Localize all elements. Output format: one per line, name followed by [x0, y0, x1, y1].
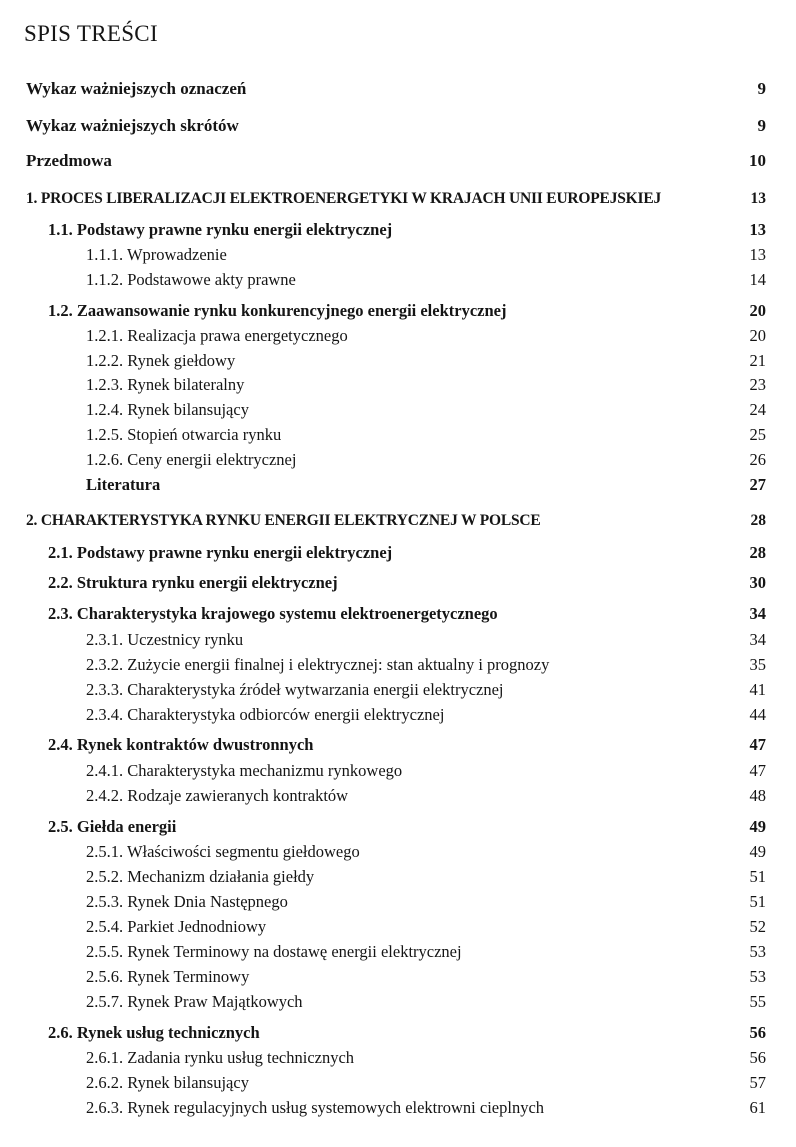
entry-title: 1.2. Zaawansowanie rynku konkurencyjnego energii elektrycznej	[48, 301, 507, 320]
subsection-entry	[0, 679, 796, 701]
subsection-entry	[0, 424, 796, 446]
page-number: 27	[749, 475, 766, 494]
page-number: 56	[749, 1048, 766, 1067]
section-entry	[0, 603, 796, 625]
entry-title: 1. PROCES LIBERALIZACJI ELEKTROENERGETYKI W KRAJACH UNII EUROPEJSKIEJ	[26, 190, 662, 207]
page-number: 53	[749, 967, 766, 986]
page-number: 13	[750, 190, 766, 207]
entry-title: 2.3. Charakterystyka krajowego systemu elektroenergetycznego	[48, 604, 498, 623]
entry-title: 1.2.3. Rynek bilateralny	[86, 375, 245, 394]
chapter-entry	[0, 188, 796, 210]
page-number: 25	[749, 425, 766, 444]
subsection-entry	[0, 449, 796, 471]
page-number: 9	[757, 116, 766, 135]
section-entry	[0, 816, 796, 838]
page-number: 20	[749, 301, 766, 320]
front-matter-entry	[0, 115, 796, 137]
entry-title: 2.5.5. Rynek Terminowy na dostawę energii elektrycznej	[86, 942, 462, 961]
entry-title: 2.3.4. Charakterystyka odbiorców energii elektrycznej	[86, 705, 445, 724]
page-number: 20	[749, 326, 766, 345]
entry-title: 1.2.5. Stopień otwarcia rynku	[86, 425, 282, 444]
entry-title: 2.5.4. Parkiet Jednodniowy	[86, 917, 267, 936]
entry-title: 1.1.2. Podstawowe akty prawne	[86, 270, 296, 289]
section-entry	[0, 219, 796, 241]
entry-title: 2.5.6. Rynek Terminowy	[86, 967, 250, 986]
page-number: 57	[749, 1073, 766, 1092]
subsection-entry	[0, 991, 796, 1013]
page-number: 24	[749, 400, 766, 419]
entry-title: Wykaz ważniejszych oznaczeń	[26, 79, 247, 98]
entry-title: 1.2.6. Ceny energii elektrycznej	[86, 450, 297, 469]
page-number: 13	[749, 245, 766, 264]
entry-title: 2.5.3. Rynek Dnia Następnego	[86, 892, 288, 911]
subsection-entry	[0, 325, 796, 347]
section-entry	[0, 300, 796, 322]
entry-title: 2.6.3. Rynek regulacyjnych usług systemowych elektrowni cieplnych	[86, 1098, 545, 1117]
page-number: 47	[749, 735, 766, 754]
subsection-entry	[0, 966, 796, 988]
page-number: 61	[749, 1098, 766, 1117]
entry-title: 1.1.1. Wprowadzenie	[86, 245, 227, 264]
chapter-entry	[0, 510, 796, 532]
subsection-entry	[0, 399, 796, 421]
page-number: 53	[749, 942, 766, 961]
page-number: 34	[749, 604, 766, 623]
entry-title: 2.4.2. Rodzaje zawieranych kontraktów	[86, 786, 349, 805]
subsection-entry	[0, 760, 796, 782]
entry-title: 1.1. Podstawy prawne rynku energii elektrycznej	[48, 220, 393, 239]
front-matter-entry	[0, 78, 796, 100]
entry-title: 2.6.1. Zadania rynku usług technicznych	[86, 1048, 355, 1067]
subsection-entry	[0, 374, 796, 396]
page-number: 51	[749, 867, 766, 886]
subsection-entry	[0, 629, 796, 651]
entry-title: 2.4.1. Charakterystyka mechanizmu rynkowego	[86, 761, 403, 780]
page-number: 56	[749, 1023, 766, 1042]
page-number: 41	[749, 680, 766, 699]
page-number: 51	[749, 892, 766, 911]
page-number: 28	[750, 512, 766, 529]
section-entry	[0, 1022, 796, 1044]
entry-title: 2.1. Podstawy prawne rynku energii elektrycznej	[48, 543, 393, 562]
entry-title: 2.3.1. Uczestnicy rynku	[86, 630, 244, 649]
page-number: 47	[749, 761, 766, 780]
section-entry	[0, 572, 796, 594]
entry-title: Wykaz ważniejszych skrótów	[26, 116, 239, 135]
entry-title: 2.3.2. Zużycie energii finalnej i elektrycznej: stan aktualny i prognozy	[86, 655, 550, 674]
subsection-entry	[0, 1072, 796, 1094]
subsection-entry	[0, 269, 796, 291]
page-number: 49	[749, 842, 766, 861]
entry-title: 1.2.1. Realizacja prawa energetycznego	[86, 326, 348, 345]
entry-title: Przedmowa	[26, 151, 112, 170]
subsection-entry	[0, 654, 796, 676]
entry-title: 2.5.2. Mechanizm działania giełdy	[86, 867, 315, 886]
entry-title: 2.5.7. Rynek Praw Majątkowych	[86, 992, 303, 1011]
entry-title: 2.5.1. Właściwości segmentu giełdowego	[86, 842, 360, 861]
subsection-entry	[0, 916, 796, 938]
entry-title: 2. CHARAKTERYSTYKA RYNKU ENERGII ELEKTRYCZNEJ W POLSCE	[26, 512, 541, 529]
page-number: 26	[749, 450, 766, 469]
entry-title: 2.2. Struktura rynku energii elektrycznej	[48, 573, 338, 592]
entry-title: 2.5. Giełda energii	[48, 817, 177, 836]
page-number: 30	[749, 573, 766, 592]
subsection-entry	[0, 1047, 796, 1069]
page-number: 14	[749, 270, 766, 289]
references-entry	[0, 474, 796, 496]
subsection-entry	[0, 941, 796, 963]
entry-title: 2.3.3. Charakterystyka źródeł wytwarzania energii elektrycznej	[86, 680, 504, 699]
front-matter-entry	[0, 150, 796, 172]
page-number: 35	[749, 655, 766, 674]
page-title: SPIS TREŚCI	[24, 21, 158, 46]
section-entry	[0, 734, 796, 756]
entry-title: 2.6. Rynek usług technicznych	[48, 1023, 260, 1042]
section-entry	[0, 542, 796, 564]
entry-title: Literatura	[86, 475, 161, 494]
subsection-entry	[0, 350, 796, 372]
page-number: 49	[749, 817, 766, 836]
subsection-entry	[0, 1097, 796, 1119]
page-number: 21	[749, 351, 766, 370]
entry-title: 1.2.2. Rynek giełdowy	[86, 351, 236, 370]
subsection-entry	[0, 866, 796, 888]
entry-title: 2.4. Rynek kontraktów dwustronnych	[48, 735, 314, 754]
subsection-entry	[0, 244, 796, 266]
page-number: 52	[749, 917, 766, 936]
page-number: 28	[749, 543, 766, 562]
entry-title: 1.2.4. Rynek bilansujący	[86, 400, 249, 419]
page-number: 9	[757, 79, 766, 98]
subsection-entry	[0, 704, 796, 726]
page-number: 48	[749, 786, 766, 805]
subsection-entry	[0, 841, 796, 863]
subsection-entry	[0, 891, 796, 913]
page-number: 44	[749, 705, 766, 724]
page-number: 13	[749, 220, 766, 239]
page-number: 10	[749, 151, 766, 170]
page-number: 34	[749, 630, 766, 649]
page-number: 55	[749, 992, 766, 1011]
page-number: 23	[749, 375, 766, 394]
subsection-entry	[0, 785, 796, 807]
entry-title: 2.6.2. Rynek bilansujący	[86, 1073, 249, 1092]
